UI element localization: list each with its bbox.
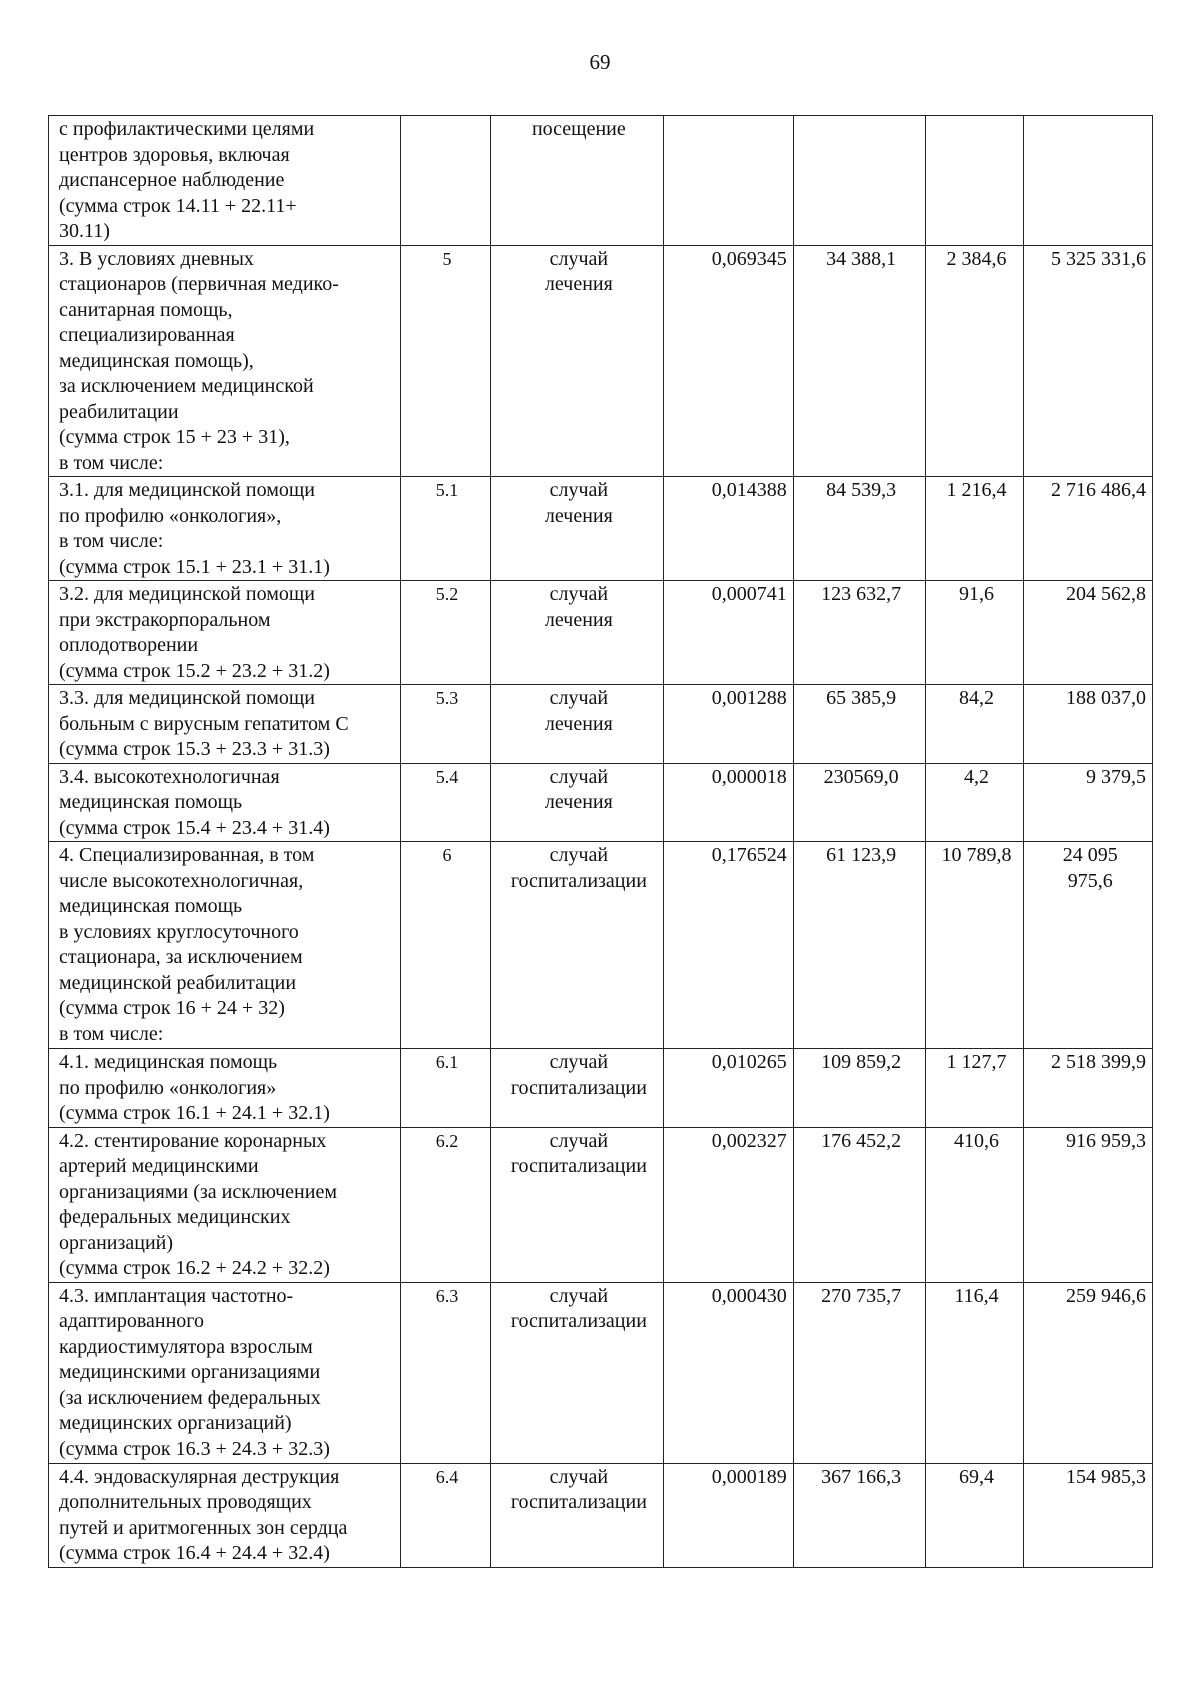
unit-cell: случай госпитализации	[490, 842, 664, 1049]
unit-cell: случай лечения	[490, 581, 664, 685]
row-name-cell: 3.1. для медицинской помощи по профилю «онкология», в том числе: (сумма строк 15.1 + 23.1 + 31.1)	[49, 477, 401, 581]
total-cell: 204 562,8	[1024, 581, 1153, 685]
unit-cell: случай госпитализации	[490, 1282, 664, 1463]
per-capita-cell: 4,2	[925, 763, 1024, 842]
row-name-cell: 4. Специализированная, в том числе высокотехнологичная, медицинская помощь в условиях круглосуточного стационара, за исключением медицинской реабилитации (сумма строк 16 + 24 + 32) в том числе:	[49, 842, 401, 1049]
per-capita-cell: 2 384,6	[925, 245, 1024, 477]
row-number-cell: 5	[400, 245, 490, 477]
per-capita-cell: 1 216,4	[925, 477, 1024, 581]
row-number-cell: 5.2	[400, 581, 490, 685]
row-number-cell: 5.3	[400, 685, 490, 764]
unit-cell: случай госпитализации	[490, 1463, 664, 1567]
row-name-cell: 3.3. для медицинской помощи больным с вирусным гепатитом С (сумма строк 15.3 + 23.3 + 31.3)	[49, 685, 401, 764]
row-number-cell: 6.4	[400, 1463, 490, 1567]
data-table	[48, 115, 1153, 1568]
total-cell: 2 716 486,4	[1024, 477, 1153, 581]
total-cell: 24 095 975,6	[1024, 842, 1153, 1049]
row-number-cell: 6.2	[400, 1127, 490, 1282]
volume-cell: 0,002327	[664, 1127, 794, 1282]
per-capita-cell: 69,4	[925, 1463, 1024, 1567]
table-row	[49, 581, 1153, 685]
volume-cell: 0,014388	[664, 477, 794, 581]
per-capita-cell: 10 789,8	[925, 842, 1024, 1049]
table-row	[49, 245, 1153, 477]
cost-cell: 109 859,2	[793, 1049, 925, 1128]
table-row	[49, 685, 1153, 764]
row-name-cell: 3.2. для медицинской помощи при экстракорпоральном оплодотворении (сумма строк 15.2 + 23.2 + 31.2)	[49, 581, 401, 685]
row-number-cell: 6.3	[400, 1282, 490, 1463]
table-row	[49, 116, 1153, 246]
row-name-cell: 4.1. медицинская помощь по профилю «онкология» (сумма строк 16.1 + 24.1 + 32.1)	[49, 1049, 401, 1128]
unit-cell: посещение	[490, 116, 664, 246]
cost-cell: 84 539,3	[793, 477, 925, 581]
row-number-cell	[400, 116, 490, 246]
volume-cell: 0,000018	[664, 763, 794, 842]
total-cell: 154 985,3	[1024, 1463, 1153, 1567]
unit-cell: случай лечения	[490, 685, 664, 764]
table-row	[49, 763, 1153, 842]
volume-cell: 0,000189	[664, 1463, 794, 1567]
row-name-cell: 4.4. эндоваскулярная деструкция дополнительных проводящих путей и аритмогенных зон сердца (сумма строк 16.4 + 24.4 + 32.4)	[49, 1463, 401, 1567]
row-number-cell: 6.1	[400, 1049, 490, 1128]
per-capita-cell: 91,6	[925, 581, 1024, 685]
per-capita-cell: 1 127,7	[925, 1049, 1024, 1128]
volume-cell: 0,001288	[664, 685, 794, 764]
table-row	[49, 477, 1153, 581]
row-name-cell: 4.3. имплантация частотно- адаптированного кардиостимулятора взрослым медицинскими организациями (за исключением федеральных медицинских организаций) (сумма строк 16.3 + 24.3 + 32.3)	[49, 1282, 401, 1463]
per-capita-cell: 84,2	[925, 685, 1024, 764]
page-number: 69	[589, 50, 611, 74]
per-capita-cell: 410,6	[925, 1127, 1024, 1282]
total-cell	[1024, 116, 1153, 246]
row-name-cell: с профилактическими целями центров здоровья, включая диспансерное наблюдение (сумма строк 14.11 + 22.11+ 30.11)	[49, 116, 401, 246]
volume-cell: 0,069345	[664, 245, 794, 477]
table-row	[49, 1127, 1153, 1282]
table-row	[49, 1463, 1153, 1567]
per-capita-cell	[925, 116, 1024, 246]
cost-cell: 65 385,9	[793, 685, 925, 764]
unit-cell: случай лечения	[490, 763, 664, 842]
unit-cell: случай госпитализации	[490, 1049, 664, 1128]
cost-cell: 270 735,7	[793, 1282, 925, 1463]
row-name-cell: 3.4. высокотехнологичная медицинская помощь (сумма строк 15.4 + 23.4 + 31.4)	[49, 763, 401, 842]
row-number-cell: 6	[400, 842, 490, 1049]
row-number-cell: 5.4	[400, 763, 490, 842]
unit-cell: случай лечения	[490, 477, 664, 581]
table-row	[49, 1049, 1153, 1128]
cost-cell: 61 123,9	[793, 842, 925, 1049]
row-number-cell: 5.1	[400, 477, 490, 581]
volume-cell	[664, 116, 794, 246]
table-row	[49, 1282, 1153, 1463]
volume-cell: 0,000430	[664, 1282, 794, 1463]
volume-cell: 0,176524	[664, 842, 794, 1049]
total-cell: 5 325 331,6	[1024, 245, 1153, 477]
total-cell: 259 946,6	[1024, 1282, 1153, 1463]
cost-cell: 230569,0	[793, 763, 925, 842]
cost-cell: 123 632,7	[793, 581, 925, 685]
volume-cell: 0,000741	[664, 581, 794, 685]
row-name-cell: 4.2. стентирование коронарных артерий медицинскими организациями (за исключением федеральных медицинских организаций) (сумма строк 16.2 + 24.2 + 32.2)	[49, 1127, 401, 1282]
per-capita-cell: 116,4	[925, 1282, 1024, 1463]
volume-cell: 0,010265	[664, 1049, 794, 1128]
table-row	[49, 842, 1153, 1049]
total-cell: 9 379,5	[1024, 763, 1153, 842]
total-cell: 2 518 399,9	[1024, 1049, 1153, 1128]
cost-cell	[793, 116, 925, 246]
row-name-cell: 3. В условиях дневных стационаров (первичная медико- санитарная помощь, специализированная медицинская помощь), за исключением медицинской реабилитации (сумма строк 15 + 23 + 31), в том числе:	[49, 245, 401, 477]
unit-cell: случай лечения	[490, 245, 664, 477]
unit-cell: случай госпитализации	[490, 1127, 664, 1282]
cost-cell: 34 388,1	[793, 245, 925, 477]
total-cell: 916 959,3	[1024, 1127, 1153, 1282]
cost-cell: 367 166,3	[793, 1463, 925, 1567]
total-cell: 188 037,0	[1024, 685, 1153, 764]
cost-cell: 176 452,2	[793, 1127, 925, 1282]
